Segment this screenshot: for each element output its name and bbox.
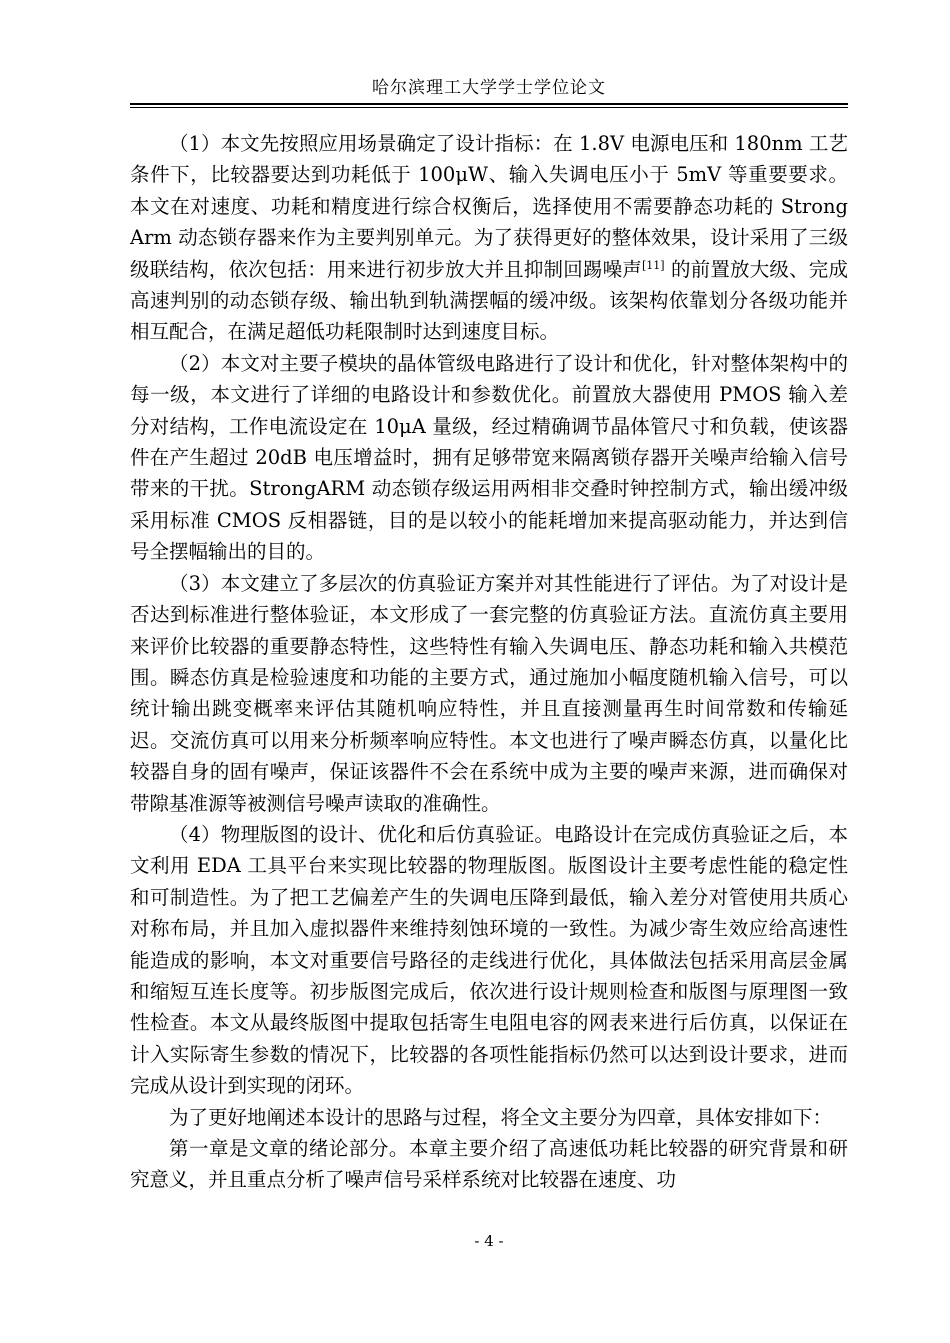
paragraph-simulation: （3）本文建立了多层次的仿真验证方案并对其性能进行了评估。为了对设计是否达到标准进行整体验证，本文形成了一套完整的仿真验证方法。直流仿真主要用来评价比较器的重要静态特性，这些特性有输入失调电压、静态功耗和输入共模范围。瞬态仿真是检验速度和功能的主要方式，通过施加小幅度随机输入信号，可以统计输出跳变概率来评估其随机响应特性，并且直接测量再生时间常数和传输延迟。交流仿真可以用来分析频率响应特性。本文也进行了噪声瞬态仿真，以量化比较器自身的固有噪声，保证该器件不会在系统中成为主要的噪声来源，进而确保对带隙基准源等被测信号噪声读取的准确性。 (130, 571, 848, 815)
paragraph-layout: （4）物理版图的设计、优化和后仿真验证。电路设计在完成仿真验证之后，本文利用 EDA 工具平台来实现比较器的物理版图。版图设计主要考虑性能的稳定性和可制造性。为了把工艺偏差产生的失调电压降到最低，输入差分对管使用共质心对称布局，并且加入虚拟器件来维持刻蚀环境的一致性。为减少寄生效应给高速性能造成的影响，本文对重要信号路径的走线进行优化，具体做法包括采用高层金属和缩短互连长度等。初步版图完成后，依次进行设计规则检查和版图与原理图一致性检查。本文从最终版图中提取包括寄生电阻电容的网表来进行后仿真，以保证在计入实际寄生参数的情况下，比较器的各项性能指标仍然可以达到设计要求，进而完成从设计到实现的闭环。 (130, 822, 848, 1098)
paragraph-design-specs-text: （1）本文先按照应用场景确定了设计指标：在 1.8V 电源电压和 180nm 工艺条件下，比较器要达到功耗低于 100μW、输入失调电压小于 5mV 等重要要求。本文在对速度、功耗和精度进行综合权衡后，选择使用不需要静态功耗的 Strong Arm 动态锁存器来作为主要判别单元。为了获得更好的整体效果，设计采用了三级级联结构，依次包括：用来进行初步放大并且抑制回踢噪声 (130, 132, 848, 281)
citation-ref: [11] (641, 258, 665, 272)
paragraph-design-specs-tail: 的前置放大级、完成高速判别的动态锁存级、输出轨到轨满摆幅的缓冲级。该架构依靠划分各级功能并相互配合，在满足超低功耗限制时达到速度目标。 (130, 257, 848, 344)
page-number: - 4 - (474, 1232, 504, 1250)
body-text (130, 128, 848, 1196)
paragraph-design-specs (130, 128, 848, 348)
running-header-title: 哈尔滨理工大学学士学位论文 (372, 78, 606, 98)
paragraph-chapter-one: 第一章是文章的绪论部分。本章主要介绍了高速低功耗比较器的研究背景和研究意义，并且重点分析了噪声信号采样系统对比较器在速度、功 (130, 1137, 848, 1192)
paragraph-chapter-intro: 为了更好地阐述本设计的思路与过程，将全文主要分为四章，具体安排如下： (169, 1105, 833, 1129)
header-divider-thin (130, 107, 848, 108)
header-divider-thick (130, 103, 848, 105)
paragraph-circuit-design: （2）本文对主要子模块的晶体管级电路进行了设计和优化，针对整体架构中的每一级，本文进行了详细的电路设计和参数优化。前置放大器使用 PMOS 输入差分对结构，工作电流设定在 10μA 量级，经过精确调节晶体管尺寸和负载，使该器件在产生超过 20dB 电压增益时，拥有足够带宽来隔离锁存器开关噪声给输入信号带来的干扰。StrongARM 动态锁存级运用两相非交叠时钟控制方式，输出缓冲级采用标准 CMOS 反相器链，目的是以较小的能耗增加来提高驱动能力，并达到信号全摆幅输出的目的。 (130, 351, 848, 564)
